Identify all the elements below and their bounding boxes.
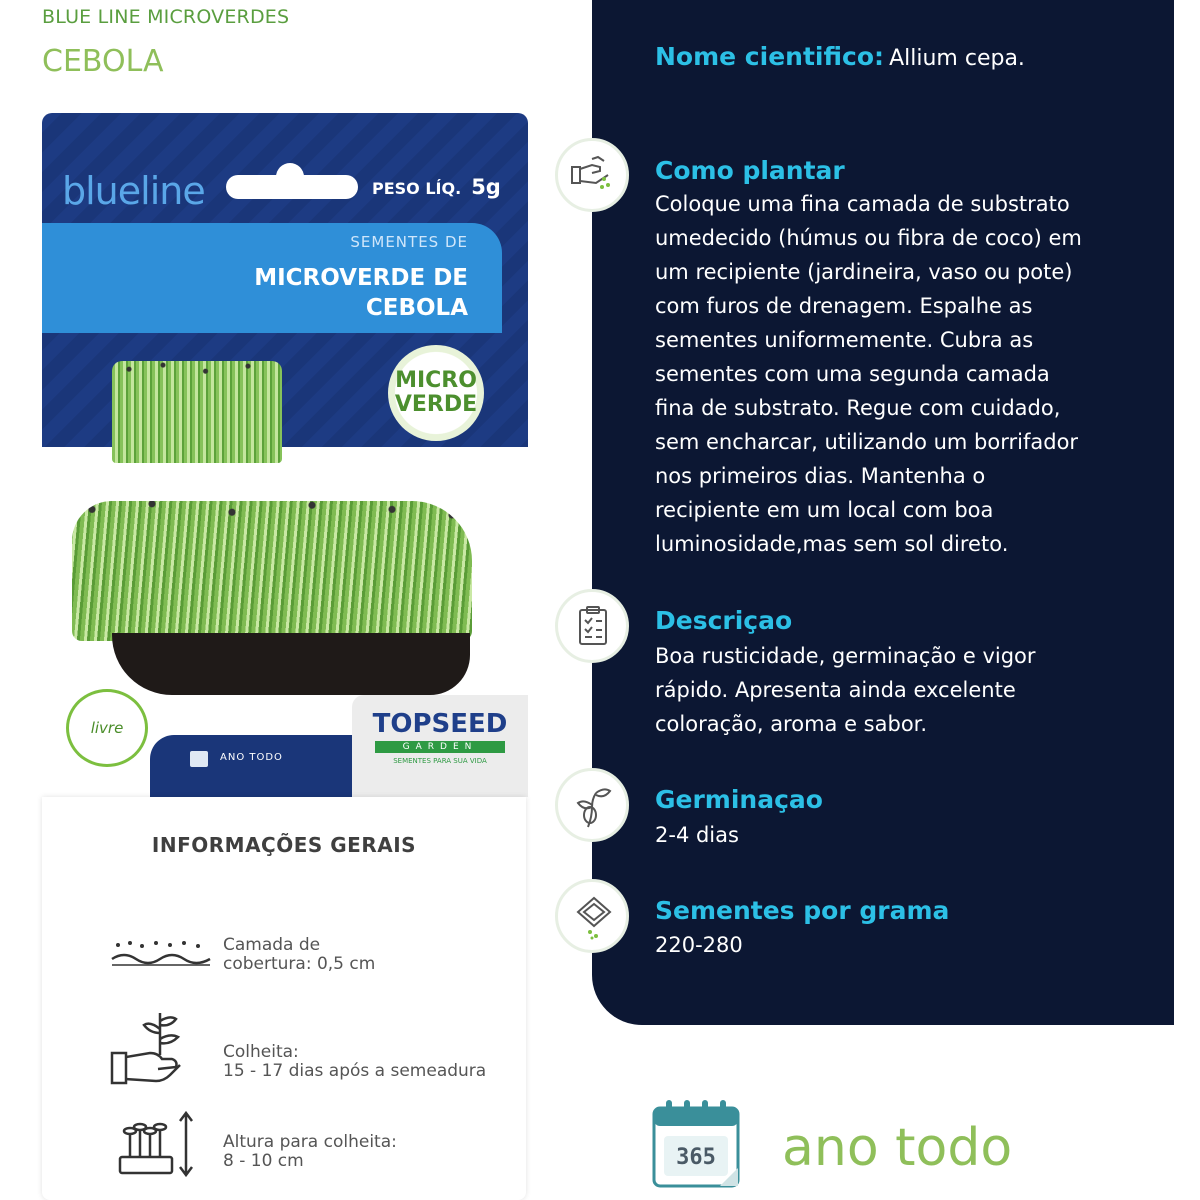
section-title: Descriçao: [655, 606, 793, 635]
ano-todo-label: ano todo: [782, 1118, 1013, 1178]
info-title: INFORMAÇÕES GERAIS: [151, 833, 417, 857]
text-line: Coloque uma fina camada de substrato: [655, 192, 1070, 216]
text-line: sementes uniformemente. Cubra as: [655, 328, 1034, 352]
text-line: umedecido (húmus ou fibra de coco) em: [655, 226, 1082, 250]
badge-line1: MICRO: [395, 368, 477, 393]
topseed-logo: [352, 695, 528, 797]
section-title: Germinaçao: [655, 785, 823, 814]
calendar-mini-icon: [190, 751, 208, 767]
topseed-name: TOPSEED: [372, 709, 508, 739]
text-line: com furos de drenagem. Espalhe as: [655, 294, 1033, 318]
micro-verde-badge: [388, 345, 484, 441]
text-line: luminosidade,mas sem sol direto.: [655, 532, 1009, 556]
seed-packet-icon: [555, 879, 629, 953]
packet-title-line2: CEBOLA: [365, 295, 468, 321]
section-body-sementes: 220-280: [655, 933, 743, 957]
info-value: 15 - 17 dias após a semeadura: [223, 1061, 487, 1081]
soil-layer-icon: [110, 939, 214, 973]
seed-packet-image: [42, 113, 528, 797]
badge-line2: VERDE: [394, 392, 478, 417]
peso-value: 5g: [471, 175, 501, 199]
calendar-365-icon: [650, 1098, 746, 1194]
topseed-slogan: SEMENTES PARA SUA VIDA: [393, 757, 487, 765]
sprouts-small-image: [112, 361, 282, 463]
livre-badge: livre: [66, 689, 148, 767]
sprout-icon: [555, 768, 629, 842]
text-line: nos primeiros dias. Mantenha o: [655, 464, 986, 488]
text-line: fina de substrato. Regue com cuidado,: [655, 396, 1061, 420]
text-line: sem encharcar, utilizando um borrifador: [655, 430, 1079, 454]
clipboard-icon: [555, 589, 629, 663]
brand-line: BLUE LINE MICROVERDES: [42, 6, 290, 28]
info-value: 8 - 10 cm: [223, 1151, 304, 1171]
sprouts-big-image: [72, 501, 472, 641]
scientific-name: [655, 42, 1025, 71]
packet-title: [254, 263, 468, 323]
peso-label: [372, 175, 501, 199]
info-label: Camada de: [223, 935, 321, 955]
packet-bottom-band: [150, 735, 360, 797]
section-title: Sementes por grama: [655, 896, 950, 925]
text-line: Boa rusticidade, germinação e vigor: [655, 644, 1036, 668]
sementes-de-label: SEMENTES DE: [350, 233, 468, 251]
text-line: rápido. Apresenta ainda excelente: [655, 678, 1016, 702]
harvest-hand-icon: [110, 1007, 188, 1091]
packet-title-line1: MICROVERDE DE: [254, 265, 468, 291]
text-line: recipiente em um local com boa: [655, 498, 994, 522]
text-line: coloração, aroma e sabor.: [655, 712, 928, 736]
scientific-name-value: Allium cepa.: [889, 46, 1025, 71]
info-label: Altura para colheita:: [223, 1132, 397, 1152]
info-value: cobertura: 0,5 cm: [223, 954, 376, 974]
text-line: sementes com uma segunda camada: [655, 362, 1050, 386]
text-line: um recipiente (jardineira, vaso ou pote): [655, 260, 1073, 284]
topseed-garden: GARDEN: [375, 741, 505, 753]
section-title: Como plantar: [655, 156, 845, 185]
blueline-logo: blueline: [62, 169, 205, 213]
section-body-descricao: [655, 639, 1036, 741]
peso-label-text: PESO LÍQ.: [372, 179, 462, 198]
general-info-card: [42, 797, 526, 1200]
hang-hole: [226, 175, 358, 199]
calendar-number: 365: [676, 1145, 716, 1170]
ano-todo-mini: ANO TODO: [220, 752, 283, 763]
section-body-germinacao: 2-4 dias: [655, 823, 739, 847]
section-body-como-plantar: [655, 187, 1082, 561]
plant-height-icon: [116, 1109, 196, 1183]
product-name: CEBOLA: [42, 44, 164, 79]
soil-image: [112, 633, 470, 695]
scientific-name-label: Nome cientifico:: [655, 42, 884, 71]
info-label: Colheita:: [223, 1042, 299, 1062]
hand-seeds-icon: [555, 138, 629, 212]
